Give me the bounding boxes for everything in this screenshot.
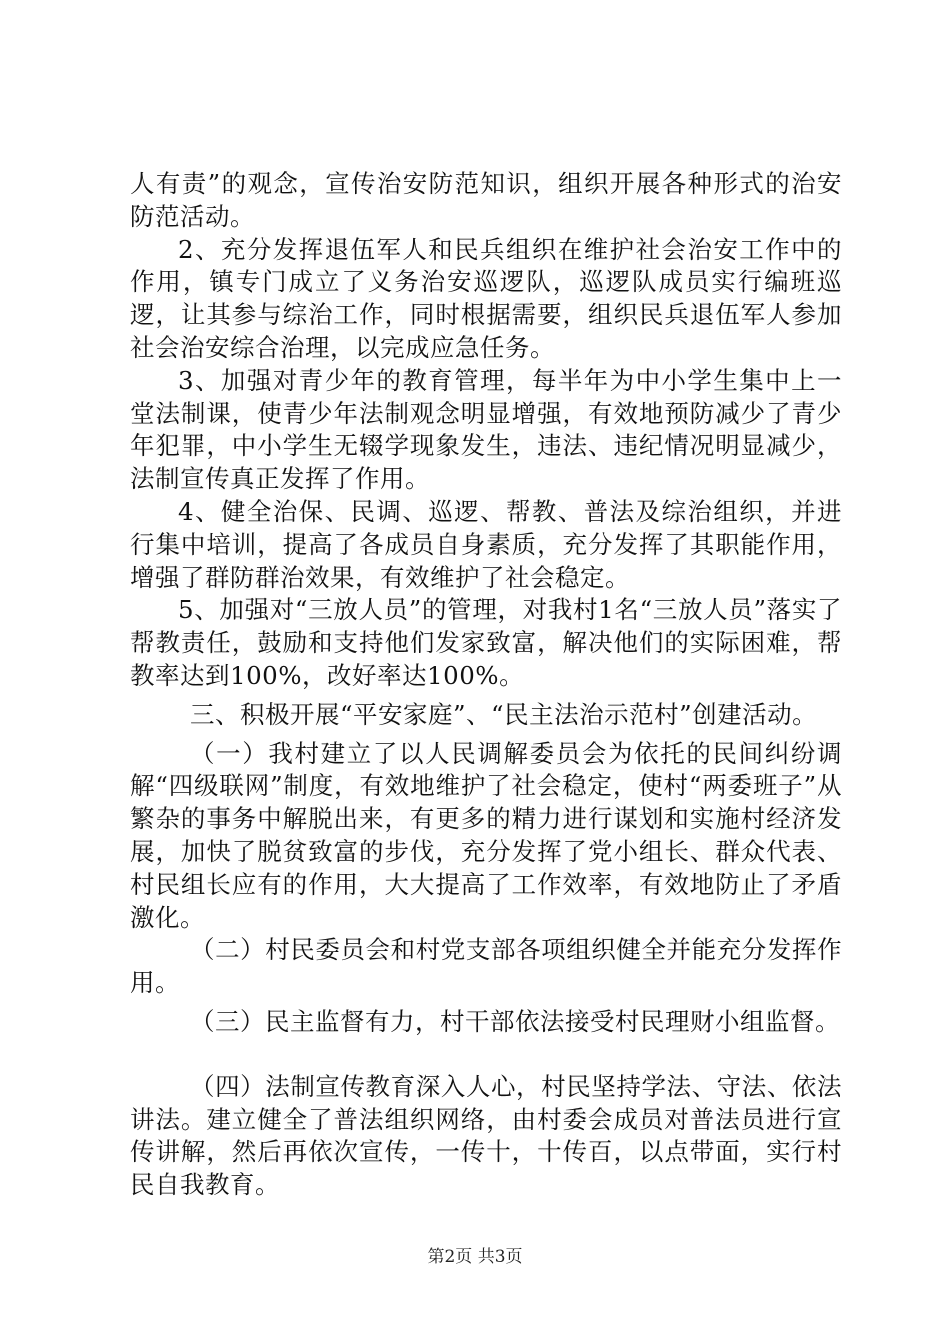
paragraph-item-4: 4、健全治保、民调、巡逻、帮教、普法及综治组织，并进行集中培训，提高了各成员自身素质，充分发挥了其职能作用，增强了群防群治效果，有效维护了社会稳定。	[130, 496, 842, 592]
paragraph-sub-2: （二）村民委员会和村党支部各项组织健全并能充分发挥作用。	[130, 935, 842, 998]
page-footer: 第2页 共3页	[427, 1247, 523, 1267]
paragraph-item-2: 2、充分发挥退伍军人和民兵组织在维护社会治安工作中的作用，镇专门成立了义务治安巡逻队，巡逻队成员实行编班巡逻，让其参与综治工作，同时根据需要，组织民兵退伍军人参加社会治安综合治理，以完成应急任务。	[130, 234, 842, 362]
section-heading-3: 三、积极开展“平安家庭”、“民主法治示范村”创建活动。	[190, 699, 818, 729]
paragraph-sub-1: （一）我村建立了以人民调解委员会为依托的民间纠纷调解“四级联网”制度，有效地维护了社会稳定，使村“两委班子”从繁杂的事务中解脱出来，有更多的精力进行谋划和实施村经济发展，加快了脱贫致富的步伐，充分发挥了党小组长、群众代表、村民组长应有的作用，大大提高了工作效率，有效地防止了矛盾激化。	[130, 738, 842, 932]
document-body	[130, 168, 842, 1202]
paragraph-item-3: 3、加强对青少年的教育管理，每半年为中小学生集中上一堂法制课，使青少年法制观念明显增强，有效地预防减少了青少年犯罪，中小学生无辍学现象发生，违法、违纪情况明显减少，法制宣传真正发挥了作用。	[130, 365, 842, 494]
paragraph-continuation: 人有责”的观念，宣传治安防范知识，组织开展各种形式的治安防范活动。	[130, 169, 842, 231]
paragraph-sub-4: （四）法制宣传教育深入人心，村民坚持学法、守法、依法讲法。建立健全了普法组织网络，由村委会成员对普法员进行宣传讲解，然后再依次宣传，一传十，十传百，以点带面，实行村民自我教育。	[130, 1071, 842, 1200]
paragraph-sub-3: （三）民主监督有力，村干部依法接受村民理财小组监督。	[190, 1006, 840, 1036]
paragraph-item-5: 5、加强对“三放人员”的管理，对我村1名“三放人员”落实了帮教责任，鼓励和支持他们发家致富，解决他们的实际困难，帮教率达到100%，改好率达100%。	[130, 595, 842, 690]
